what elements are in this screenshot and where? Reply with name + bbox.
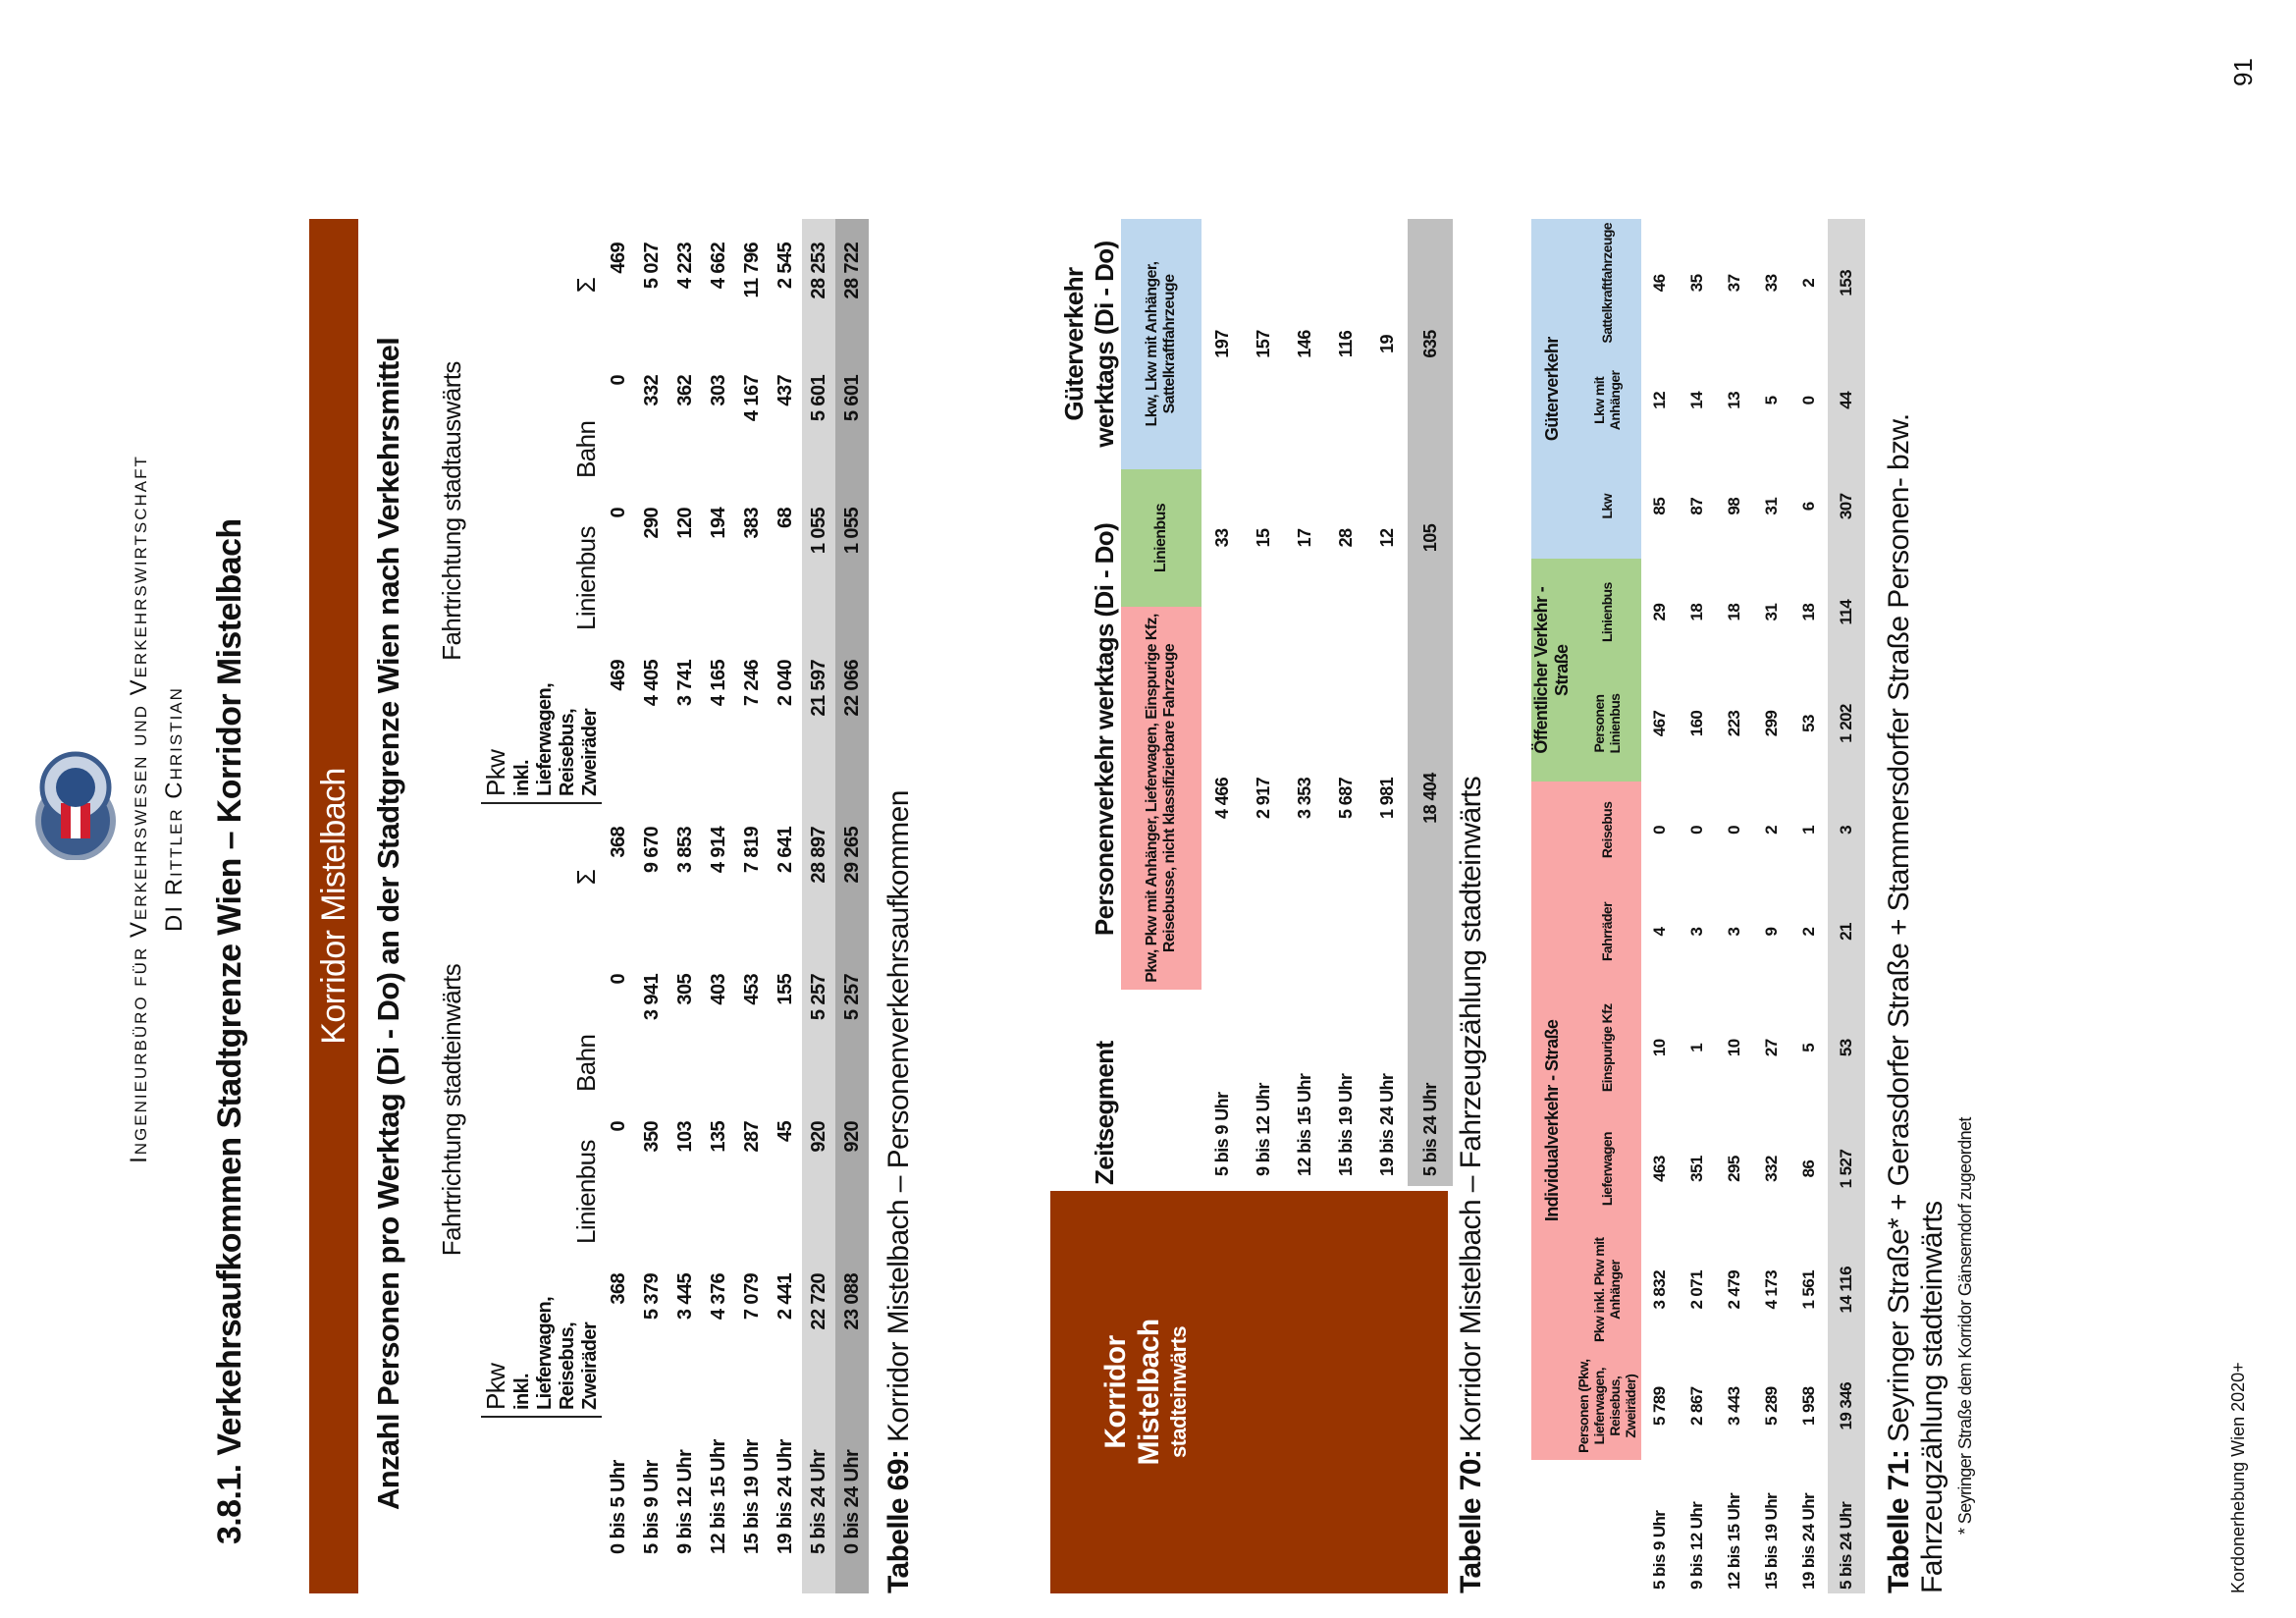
cell-value: 463	[1650, 1156, 1669, 1182]
caption-71: Tabelle 71: Seyringer Straße* + Gerasdorfer Straße + Stammersdorfer Straße Personen- bzw. Fahrzeugzählung stadteinwärts	[1883, 413, 1949, 1593]
cell-value: 2 040	[774, 660, 796, 707]
zeitsegment-label: Zeitsegment	[1090, 1041, 1119, 1185]
col-header: Lkw mit Anhänger	[1573, 348, 1641, 454]
cell-value: 305	[673, 974, 696, 1005]
cell-value: 4 223	[673, 243, 696, 290]
row-label: 5 bis 9 Uhr	[1650, 1510, 1669, 1590]
cell-value: 1 561	[1799, 1270, 1818, 1310]
col-header: Fahrräder	[1573, 879, 1641, 985]
direction-inbound: Fahrtrichtung stadteinwärts	[436, 963, 466, 1257]
table-row	[1641, 219, 1679, 1593]
row-label: 9 bis 12 Uhr	[673, 1449, 696, 1554]
col-bahn-in: Bahn	[571, 1034, 601, 1092]
row-label: 0 bis 5 Uhr	[607, 1460, 629, 1554]
cell-value: 21 597	[802, 636, 835, 803]
cell-value: 13	[1725, 392, 1743, 409]
company-owner: DI Rittler Christian	[161, 686, 187, 932]
cell-value: 0	[607, 1121, 629, 1132]
cell-value: 9 670	[640, 827, 663, 874]
cell-value: 5 257	[835, 950, 869, 1098]
row-label: 15 bis 19 Uhr	[1762, 1492, 1781, 1590]
cell-value: 332	[1762, 1156, 1781, 1182]
cell-value: 22 720	[802, 1250, 835, 1417]
cell-value: 46	[1650, 274, 1669, 293]
cell-value: 12	[1650, 392, 1669, 409]
cell-value: 5	[1762, 396, 1781, 405]
row-label: 12 bis 15 Uhr	[707, 1439, 729, 1554]
row-label: 12 bis 15 Uhr	[1294, 1073, 1314, 1176]
table-row	[602, 219, 635, 1593]
cell-value: 105	[1408, 469, 1453, 607]
cell-value: 31	[1762, 603, 1781, 621]
cell-value: 22 066	[835, 636, 869, 803]
cell-value: 437	[774, 375, 796, 406]
cell-value: 368	[607, 827, 629, 858]
cell-value: 5 289	[1762, 1386, 1781, 1426]
cell-value: 2 917	[1253, 777, 1273, 820]
cell-value: 35	[1687, 274, 1706, 293]
cell-value: 3 853	[673, 827, 696, 874]
cell-value: 4 376	[707, 1273, 729, 1321]
cell-value: 53	[1799, 715, 1818, 732]
row-label: 19 bis 24 Uhr	[774, 1439, 796, 1554]
cell-value: 18 404	[1408, 607, 1453, 990]
cell-value: 157	[1253, 330, 1273, 358]
cell-value: 28	[1335, 528, 1356, 548]
table-row	[702, 219, 735, 1593]
cell-value: 5 601	[802, 351, 835, 484]
row-label: 5 bis 24 Uhr	[802, 1417, 835, 1593]
cell-value: 28 897	[802, 803, 835, 950]
cell-value: 290	[640, 508, 663, 539]
cell-value: 368	[607, 1273, 629, 1305]
col-header: Lkw	[1573, 454, 1641, 559]
cell-value: 10	[1725, 1039, 1743, 1057]
cell-value: 53	[1828, 985, 1865, 1110]
row-label: 15 bis 19 Uhr	[1335, 1073, 1356, 1176]
table-row	[1828, 219, 1865, 1593]
cell-value: 85	[1650, 497, 1669, 515]
row-label: 0 bis 24 Uhr	[835, 1417, 869, 1593]
cell-value: 37	[1725, 274, 1743, 293]
cell-value: 4 405	[640, 660, 663, 707]
group-ov: Öffentlicher Verkehr - Straße	[1531, 559, 1573, 782]
cell-value: 383	[740, 508, 763, 539]
cell-value: 223	[1725, 710, 1743, 737]
row-label: 5 bis 9 Uhr	[640, 1460, 663, 1554]
direction-outbound: Fahrtrichtung stadtauswärts	[436, 361, 466, 661]
row-label: 15 bis 19 Uhr	[740, 1439, 763, 1554]
cell-value: 19	[1376, 335, 1397, 353]
company-name: Ingenieurbüro für Verkehrswesen und Verkehrswirtschaft	[126, 455, 152, 1163]
company-logo	[31, 750, 120, 860]
cell-value: 0	[1725, 826, 1743, 835]
cell-value: 2 479	[1725, 1270, 1743, 1310]
cell-value: 303	[707, 375, 729, 406]
cell-value: 2 545	[774, 243, 796, 290]
cell-value: 17	[1294, 528, 1314, 548]
cell-value: 350	[640, 1121, 663, 1153]
col-bahn-out: Bahn	[571, 420, 601, 478]
group-gv: Güterverkehr	[1531, 219, 1573, 559]
cell-value: 86	[1799, 1160, 1818, 1178]
green-desc: Linienbus	[1121, 469, 1201, 607]
table-row	[1201, 219, 1243, 1186]
cell-value: 4 662	[707, 243, 729, 290]
col-header: Pkw inkl. Pkw mit Anhänger	[1573, 1227, 1641, 1353]
cell-value: 103	[673, 1121, 696, 1153]
table-70-side-label: Korridor Mistelbach stadteinwärts	[1050, 1191, 1448, 1593]
cell-value: 155	[774, 974, 796, 1005]
cell-value: 23 088	[835, 1250, 869, 1417]
cell-value: 5 789	[1650, 1386, 1669, 1426]
corner	[1573, 1460, 1641, 1593]
cell-value: 1 055	[802, 484, 835, 636]
col-bus-in: Linienbus	[571, 1140, 601, 1244]
table-row	[1366, 219, 1408, 1186]
cell-value: 45	[774, 1121, 796, 1143]
row-label: 5 bis 9 Uhr	[1211, 1092, 1232, 1176]
footer-title: Kordonerhebung Wien 2020+	[2228, 1362, 2248, 1593]
cell-value: 135	[707, 1121, 729, 1153]
cell-value: 3 741	[673, 660, 696, 707]
cell-value: 14 116	[1828, 1227, 1865, 1353]
cell-value: 5 687	[1335, 777, 1356, 820]
caption-70: Tabelle 70: Korridor Mistelbach – Fahrzeugzählung stadteinwärts	[1455, 776, 1487, 1593]
cell-value: 3 353	[1294, 777, 1314, 820]
cell-value: 5 601	[835, 351, 869, 484]
blue-desc: Lkw, Lkw mit Anhänger, Sattelkraftfahrzeuge	[1121, 219, 1201, 469]
cell-value: 160	[1687, 710, 1706, 737]
cell-value: 4 173	[1762, 1270, 1781, 1310]
row-label: 19 bis 24 Uhr	[1799, 1492, 1818, 1590]
table-row	[835, 219, 869, 1593]
cell-value: 27	[1762, 1039, 1781, 1057]
table-71	[1531, 219, 1976, 1593]
cell-value: 6	[1799, 502, 1818, 512]
cell-value: 7 079	[740, 1273, 763, 1321]
cell-value: 0	[607, 508, 629, 518]
cell-value: 2 441	[774, 1273, 796, 1321]
cell-value: 18	[1687, 603, 1706, 621]
table-70	[1050, 219, 1448, 1186]
cell-value: 3 832	[1650, 1270, 1669, 1310]
cell-value: 1	[1687, 1043, 1706, 1052]
cell-value: 146	[1294, 330, 1314, 358]
cell-value: 194	[707, 508, 729, 539]
cell-value: 3 443	[1725, 1386, 1743, 1426]
cell-value: 1 981	[1376, 777, 1397, 820]
table-row	[1408, 219, 1453, 1186]
cell-value: 307	[1828, 454, 1865, 559]
cell-value: 87	[1687, 497, 1706, 515]
cell-value: 153	[1828, 219, 1865, 348]
corridor-banner: Korridor Mistelbach	[309, 219, 358, 1593]
caption-69: Tabelle 69: Korridor Mistelbach – Personenverkehrsaufkommen	[882, 790, 915, 1593]
cell-value: 4 466	[1211, 777, 1232, 820]
cell-value: 4	[1650, 927, 1669, 937]
cell-value: 2	[1762, 826, 1781, 835]
col-pkw-in: Pkw inkl. Lieferwagen, Reisebus, Zweiräder	[481, 1250, 602, 1417]
table-row	[1753, 219, 1790, 1593]
gv-head: Güterverkehr werktags (Di - Do)	[1059, 241, 1119, 448]
row-label: 5 bis 24 Uhr	[1828, 1460, 1865, 1593]
cell-value: 21	[1828, 879, 1865, 985]
cell-value: 5	[1799, 1043, 1818, 1052]
cell-value: 29	[1650, 603, 1669, 621]
table-row	[769, 219, 802, 1593]
cell-value: 1 202	[1828, 666, 1865, 782]
cell-value: 469	[607, 660, 629, 691]
cell-value: 11 796	[740, 243, 763, 298]
col-sum-out: Σ	[571, 277, 601, 294]
group-iv: Individualverkehr - Straße	[1531, 782, 1573, 1460]
table-row	[1325, 219, 1366, 1186]
cell-value: 31	[1762, 497, 1781, 515]
row-label: 5 bis 24 Uhr	[1408, 990, 1453, 1186]
cell-value: 14	[1687, 392, 1706, 409]
col-header: Einspurige Kfz	[1573, 985, 1641, 1110]
cell-value: 2 641	[774, 827, 796, 874]
table-row	[735, 219, 769, 1593]
cell-value: 1 055	[835, 484, 869, 636]
cell-value: 362	[673, 375, 696, 406]
cell-value: 1 527	[1828, 1110, 1865, 1227]
cell-value: 0	[1799, 396, 1818, 405]
col-header: Personen Linienbus	[1573, 666, 1641, 782]
cell-value: 68	[774, 508, 796, 529]
table-row	[635, 219, 668, 1593]
table-row	[1716, 219, 1753, 1593]
cell-value: 635	[1408, 219, 1453, 469]
cell-value: 4 914	[707, 827, 729, 874]
cell-value: 197	[1211, 330, 1232, 358]
col-header: Lieferwagen	[1573, 1110, 1641, 1227]
cell-value: 2 071	[1687, 1270, 1706, 1310]
cell-value: 5 379	[640, 1273, 663, 1321]
table-69	[422, 219, 916, 1593]
table-row	[1790, 219, 1828, 1593]
cell-value: 7 819	[740, 827, 763, 874]
footnote: * Seyringer Straße dem Korridor Gänserndorf zugeordnet	[1955, 1117, 1975, 1535]
table-row	[1679, 219, 1716, 1593]
cell-value: 467	[1650, 710, 1669, 737]
cell-value: 3	[1687, 927, 1706, 937]
cell-value: 2	[1799, 927, 1818, 937]
cell-value: 28 722	[835, 219, 869, 351]
pv-head: Personenverkehr werktags (Di - Do)	[1090, 522, 1119, 937]
cell-value: 0	[1687, 826, 1706, 835]
cell-value: 29 265	[835, 803, 869, 950]
cell-value: 44	[1828, 348, 1865, 454]
cell-value: 7 246	[740, 660, 763, 707]
cell-value: 0	[607, 375, 629, 386]
cell-value: 332	[640, 375, 663, 406]
cell-value: 5 027	[640, 243, 663, 290]
cell-value: 3 445	[673, 1273, 696, 1321]
cell-value: 299	[1762, 710, 1781, 737]
row-label: 12 bis 15 Uhr	[1725, 1492, 1743, 1590]
cell-value: 287	[740, 1121, 763, 1153]
cell-value: 5 257	[802, 950, 835, 1098]
cell-value: 403	[707, 974, 729, 1005]
cell-value: 12	[1376, 528, 1397, 548]
row-label: 9 bis 12 Uhr	[1253, 1083, 1273, 1176]
cell-value: 351	[1687, 1156, 1706, 1182]
table-subtitle: Anzahl Personen pro Werktag (Di - Do) an der Stadtgrenze Wien nach Verkehrsmittel	[371, 337, 405, 1510]
cell-value: 1	[1799, 826, 1818, 835]
col-header: Personen (Pkw, Lieferwagen, Reisebus, Zweiräder)	[1573, 1353, 1641, 1460]
row-label: 9 bis 12 Uhr	[1687, 1501, 1706, 1590]
col-pkw-out: Pkw inkl. Lieferwagen, Reisebus, Zweiräder	[481, 636, 602, 803]
cell-value: 4 167	[740, 375, 763, 422]
cell-value: 19 346	[1828, 1353, 1865, 1460]
col-header: Linienbus	[1573, 559, 1641, 666]
pink-desc: Pkw, Pkw mit Anhänger, Lieferwagen, Einspurige Kfz, Reisebusse, nicht klassifizierbare Fahrzeuge	[1121, 607, 1201, 990]
col-header: Reisebus	[1573, 782, 1641, 879]
cell-value: 114	[1828, 559, 1865, 666]
cell-value: 0	[607, 974, 629, 985]
cell-value: 3	[1828, 782, 1865, 879]
table-row	[1284, 219, 1325, 1186]
cell-value: 9	[1762, 927, 1781, 937]
table-row	[668, 219, 702, 1593]
cell-value: 2 867	[1687, 1386, 1706, 1426]
cell-value: 469	[607, 243, 629, 274]
cell-value: 10	[1650, 1039, 1669, 1057]
cell-value: 4 165	[707, 660, 729, 707]
col-sum-in: Σ	[571, 869, 601, 886]
cell-value: 3 941	[640, 974, 663, 1021]
cell-value: 1 958	[1799, 1386, 1818, 1426]
cell-value: 3	[1725, 927, 1743, 937]
cell-value: 33	[1762, 274, 1781, 293]
col-header: Sattelkraftfahrzeuge	[1573, 219, 1641, 348]
cell-value: 33	[1211, 528, 1232, 548]
cell-value: 98	[1725, 497, 1743, 515]
cell-value: 920	[835, 1098, 869, 1250]
col-bus-out: Linienbus	[571, 526, 601, 630]
cell-value: 18	[1799, 603, 1818, 621]
row-label: 19 bis 24 Uhr	[1376, 1073, 1397, 1176]
table-row	[802, 219, 835, 1593]
cell-value: 295	[1725, 1156, 1743, 1182]
cell-value: 920	[802, 1098, 835, 1250]
cell-value: 2	[1799, 278, 1818, 288]
cell-value: 120	[673, 508, 696, 539]
page-number: 91	[2228, 58, 2258, 86]
cell-value: 0	[1650, 826, 1669, 835]
cell-value: 18	[1725, 603, 1743, 621]
cell-value: 453	[740, 974, 763, 1005]
section-title: 3.8.1. Verkehrsaufkommen Stadtgrenze Wien – Korridor Mistelbach	[211, 518, 248, 1544]
cell-value: 116	[1335, 330, 1356, 358]
cell-value: 28 253	[802, 219, 835, 351]
cell-value: 15	[1253, 528, 1273, 548]
table-row	[1243, 219, 1284, 1186]
